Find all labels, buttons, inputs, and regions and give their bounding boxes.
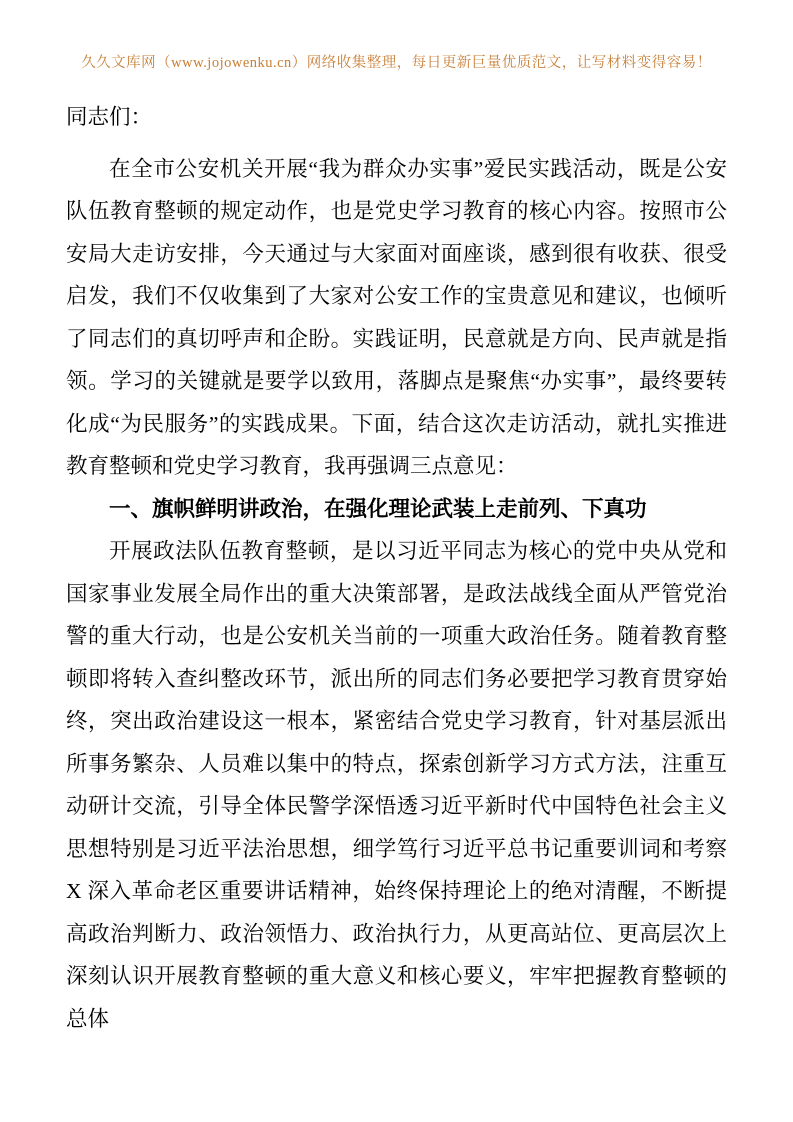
- salutation: 同志们：: [66, 105, 153, 129]
- paragraph-intro: 在全市公安机关开展“我为群众办实事”爱民实践活动，既是公安队伍教育整顿的规定动作，也是党史学习教育的核心内容。按照市公安局大走访安排，今天通过与大家面对面座谈，感到很有收获、很受启发，我们不仅收集到了大家对公安工作的宝贵意见和建议，也倾听了同志们的真切呼声和企盼。实践证明，民意就是方向、民声就是指领。学习的关键就是要学以致用，落脚点是聚焦“办实事”，最终要转化成“为民服务”的实践成果。下面，结合这次走访活动，就扎实推进教育整顿和党史学习教育，我再强调三点意见：: [66, 156, 727, 478]
- paragraph-section-1: 开展政法队伍教育整顿，是以习近平同志为核心的党中央从党和国家事业发展全局作出的重大决策部署，是政法战线全面从严管党治警的重大行动，也是公安机关当前的一项重大政治任务。随着教育整顿即将转入查纠整改环节，派出所的同志们务必要把学习教育贯穿始终，突出政治建设这一根本，紧密结合党史学习教育，针对基层派出所事务繁杂、人员难以集中的特点，探索创新学习方式方法，注重互动研计交流，引导全体民警学深悟透习近平新时代中国特色社会主义思想特别是习近平法治思想，细学笃行习近平总书记重要训词和考察 X 深入革命老区重要讲话精神，始终保持理论上的绝对清醒，不断提高政治判断力、政治领悟力、政治执行力，从更高站位、更高层次上深刻认识开展教育整顿的重大意义和核心要义，牢牢把握教育整顿的总体: [66, 539, 727, 1031]
- section-heading-1: 一、旗帜鲜明讲政治，在强化理论武装上走前列、下真功: [109, 496, 647, 521]
- document-body: [66, 96, 727, 1040]
- watermark-header: 久久文库网（www.jojowenku.cn）网络收集整理，每日更新巨量优质范文，让写材料变得容易！: [81, 55, 712, 71]
